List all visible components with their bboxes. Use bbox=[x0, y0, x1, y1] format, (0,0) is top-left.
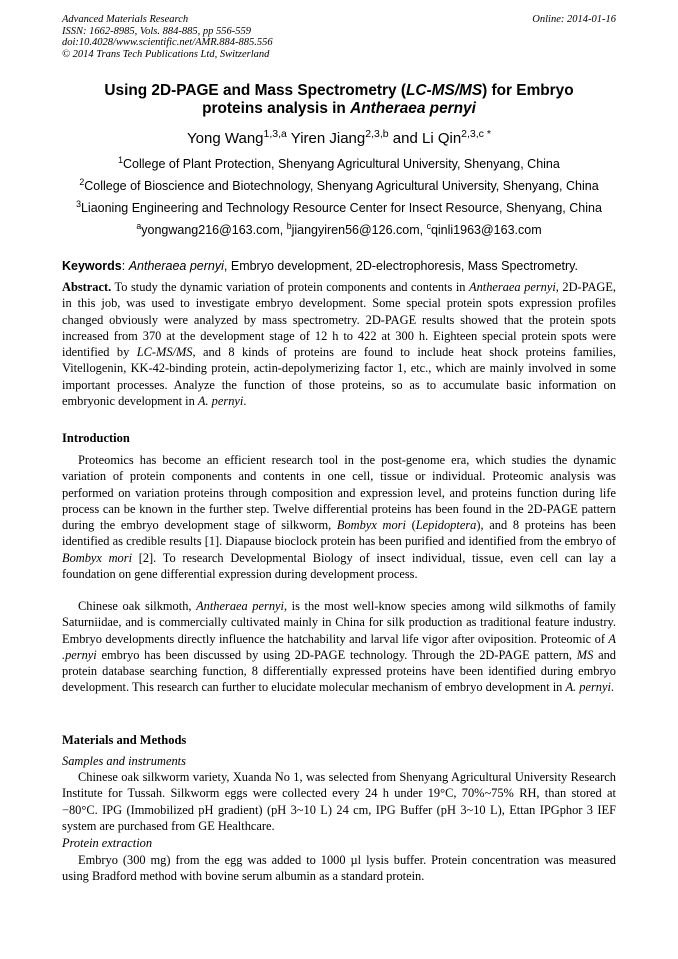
journal-header bbox=[62, 14, 616, 60]
author-emails: $^a$yongwang216@163.com, $^b$jiangyiren56@126.com, $^c$qinli1963@163.com bbox=[136, 220, 542, 237]
online-date: Online: 2014-01-16 bbox=[532, 14, 616, 25]
abstract: Abstract. To study the dynamic variation of protein components and contents in Antheraea pernyi, 2D-PAGE, in this job, was used to investigate embryo development. Some special protein spots expression profiles changed obviously were analyzed by mass spectrometry. 2D-PAGE results showed that the protein spots increased from 370 at the development stage of 12 h to 422 at 300 h. Eighteen special protein spots were identified by LC-MS/MS, and 8 kinds of proteins are found to include heat shock proteins families, Vitellogenin, KK-42-binding protein, actin-depolymerizing factor 1, etc., which are mainly involved in some important processes. Analyze the function of those proteins, so as to accumulate basic information on embryonic development in A. pernyi. bbox=[62, 280, 617, 408]
paper-title: Using 2D-PAGE and Mass Spectrometry (LC-MS/MS) for Embryo proteins analysis in Antheraea pernyi bbox=[104, 82, 574, 117]
affiliation-3: $^3$Liaoning Engineering and Technology Resource Center for Insect Resource, Shenyang, China bbox=[76, 198, 602, 215]
author-name: and Li Qin bbox=[388, 130, 462, 147]
author-name: Yong Wang bbox=[187, 130, 264, 147]
section-heading-introduction: Introduction bbox=[62, 431, 130, 445]
issn-line: ISSN: 1662-8985, Vols. 884-885, pp 556-559 bbox=[62, 25, 251, 37]
email-link[interactable]: qinli1963@163.com bbox=[430, 223, 542, 237]
copyright-line: © 2014 Trans Tech Publications Ltd, Switzerland bbox=[62, 48, 270, 60]
keywords: Keywords: Antheraea pernyi, Embryo development, 2D-electrophoresis, Mass Spectrometry. bbox=[62, 259, 578, 273]
email-link[interactable]: jiangyiren56@126.com, bbox=[291, 223, 427, 237]
introduction-paragraph-1: Proteomics has become an efficient research tool in the post-genome era, which studies the dynamic variation of protein components and contents in one cell, tissue or individual. Proteomic analysis was performed on variation proteins through composition and expression level, and proteins function during life process can be known in the further step. Twelve differential proteins has been found in the 2D-PAGE pattern during the embryo development stage of silkworm, Bombyx mori (Lepidoptera), and 8 proteins has been identified as credible results [1]. Diapause bioclock protein has been purified and identified from the embryo of Bombyx mori [2]. To research Developmental Biology of insect individual, tissue, even cell can lay a foundation on gene differential expression during development process. bbox=[62, 453, 616, 581]
author-list: Yong Wang$^{1,3,a}$ Yiren Jiang$^{2,3,b}$ and Li Qin$^{2,3,c *}$ bbox=[187, 128, 491, 147]
section-heading-materials-methods: Materials and Methods bbox=[62, 733, 187, 747]
doi-line: doi:10.4028/www.scientific.net/AMR.884-885.556 bbox=[62, 37, 273, 48]
subheading-protein-extraction: Protein extraction bbox=[62, 836, 153, 850]
affiliation-1: $^1$College of Plant Protection, Shenyang Agricultural University, Shenyang, China bbox=[118, 154, 560, 171]
author-name: Yiren Jiang bbox=[286, 130, 366, 147]
subheading-samples: Samples and instruments bbox=[62, 754, 186, 768]
email-link[interactable]: yongwang216@163.com, bbox=[141, 223, 287, 237]
methods-paragraph-2: Embryo (300 mg) from the egg was added to 1000 µl lysis buffer. Protein concentration was measured using Bradford method with bovine serum albumin as a standard protein. bbox=[62, 853, 616, 884]
introduction-paragraph-2: Chinese oak silkmoth, Antheraea pernyi, is the most well-know species among wild silkmoths of family Saturniidae, and is commercially cultivated mainly in China for silk production as traditional feature industry. Embryo developments directly influence the hatchability and larval life vigor after oviposition. Proteomic of A .pernyi embryo has been discussed by using 2D-PAGE technology. Through the 2D-PAGE pattern, MS and protein database searching function, 8 differentially expressed proteins have been identified during embryo development. This research can further to elucidate molecular mechanism of embryo development in A. pernyi. bbox=[62, 599, 616, 695]
affiliation-2: $^2$College of Bioscience and Biotechnology, Shenyang Agricultural University, Shenyang, China bbox=[79, 176, 599, 193]
methods-paragraph-1: Chinese oak silkworm variety, Xuanda No 1, was selected from Shenyang Agricultural University Research Institute for Tussah. Silkworm eggs were collected every 24 h under 19°C, 70%~75% RH, than stored at −80°C. IPG (Immobilized pH gradient) (pH 3~10 L) 24 cm, IPG Buffer (pH 3~10 L), Ettan IPGphor 3 IEF system are purchased from GE Healthcare. bbox=[62, 770, 616, 833]
journal-name: Advanced Materials Research bbox=[62, 14, 189, 25]
